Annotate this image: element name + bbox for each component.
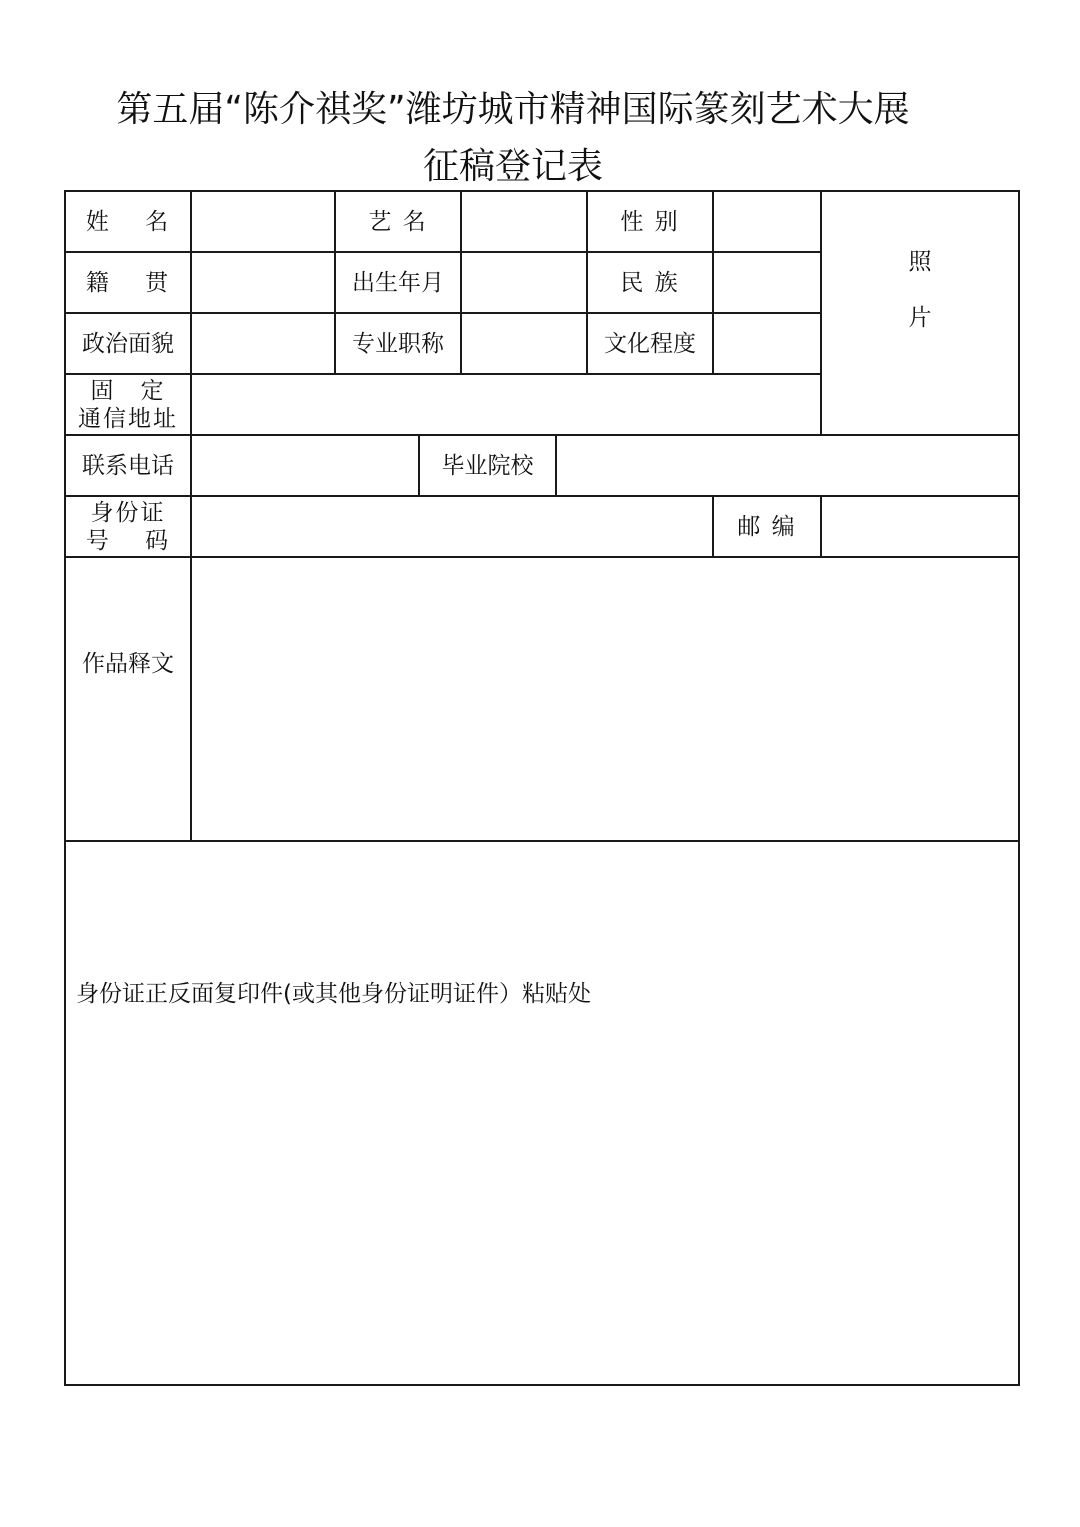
form-title-line-2: 征稿登记表	[422, 146, 603, 187]
education-field[interactable]	[714, 314, 820, 373]
birth-label: 出生年月	[352, 269, 444, 296]
name-field[interactable]	[192, 192, 334, 251]
work-text-field[interactable]	[192, 558, 1018, 840]
art-name-label: 艺 名	[368, 208, 428, 235]
political-status-label: 政治面貌	[82, 330, 174, 357]
professional-title-field[interactable]	[462, 314, 586, 373]
gender-label: 性 别	[620, 208, 680, 235]
birth-field[interactable]	[462, 253, 586, 312]
school-field[interactable]	[557, 436, 1018, 495]
postcode-field[interactable]	[822, 497, 1018, 556]
form-title-line-1: 第五届“陈介祺奖”潍坊城市精神国际篆刻艺术大展	[116, 89, 910, 130]
native-place-field[interactable]	[192, 253, 334, 312]
gender-field[interactable]	[714, 192, 820, 251]
id-number-label: 身份证 号 码	[85, 499, 171, 554]
work-text-label: 作品释文	[82, 651, 174, 677]
school-label: 毕业院校	[441, 452, 534, 479]
id-copy-paste-area[interactable]	[66, 842, 1018, 1384]
professional-title-label: 专业职称	[352, 330, 444, 357]
art-name-field[interactable]	[462, 192, 586, 251]
table-border-bottom	[64, 1384, 1020, 1386]
political-status-field[interactable]	[192, 314, 334, 373]
photo-area[interactable]: 照 片	[908, 249, 932, 331]
id-number-field[interactable]	[192, 497, 712, 556]
address-label: 固 定 通信地址	[78, 377, 178, 432]
ethnicity-field[interactable]	[714, 253, 820, 312]
name-label: 姓 名	[85, 208, 171, 235]
ethnicity-label: 民 族	[620, 269, 680, 296]
id-copy-label: 身份证正反面复印件(或其他身份证明证件）粘贴处	[76, 981, 591, 1007]
phone-field[interactable]	[192, 436, 418, 495]
address-field[interactable]	[192, 375, 820, 434]
phone-label: 联系电话	[82, 452, 174, 479]
postcode-label: 邮 编	[737, 513, 797, 540]
table-border-right	[1018, 190, 1020, 1386]
native-place-label: 籍 贯	[85, 269, 171, 296]
education-label: 文化程度	[604, 330, 696, 357]
